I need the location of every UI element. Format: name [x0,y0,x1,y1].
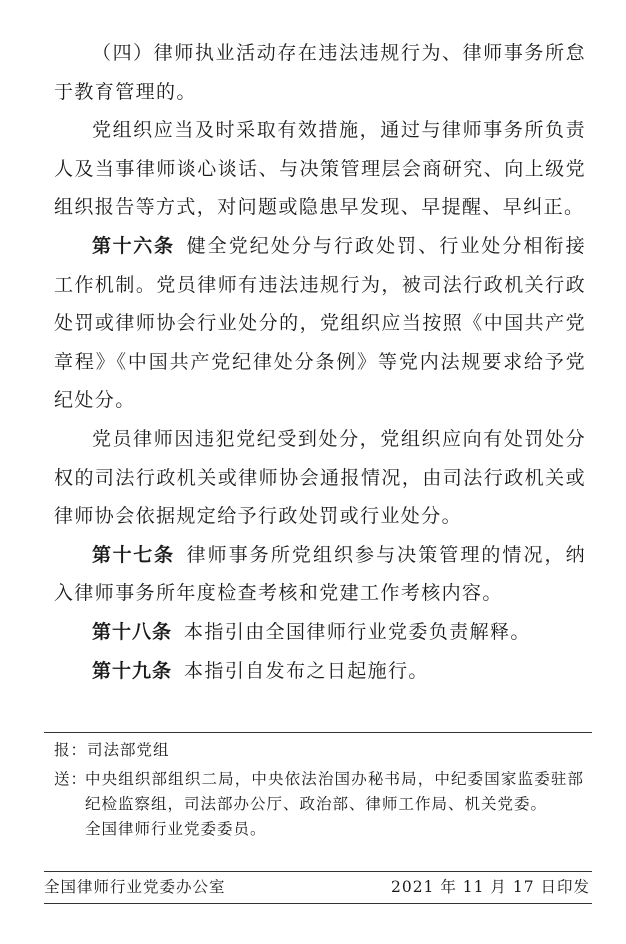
paragraph-text: 本指引由全国律师行业党委负责解释。 [184,620,531,643]
article-17 [54,536,586,613]
copy-to-label: 送： [54,770,88,788]
article-number: 第十七条 [92,543,175,566]
copy-to-recipients: 中央组织部组织二局，中央依法治国办秘书局，中纪委国家监委驻部纪检监察组，司法部办公厅、政治部、律师工作局、机关党委。 [85,770,584,813]
report-recipient: 司法部党组 [87,741,170,759]
report-line [54,738,170,762]
paragraph-text: （四）律师执业活动存在违法违规行为、律师事务所怠于教育管理的。 [54,42,586,103]
paragraph-response-measures [54,111,586,227]
paragraph-item-4 [54,34,586,111]
paragraph-text: 党组织应当及时采取有效措施，通过与律师事务所负责人及当事律师谈心谈话、与决策管理层会商研究、向上级党组织报告等方式，对问题或隐患早发现、早提醒、早纠正。 [54,119,586,219]
footer-divider-top [44,732,592,733]
copy-to-block [54,767,584,842]
issue-date: 2021 年 11 月 17 日印发 [390,878,590,896]
paragraph-text: 党员律师因违犯党纪受到处分，党组织应向有处罚处分权的司法行政机关或律师协会通报情况，由司法行政机关或律师协会依据规定给予行政处罚或行业处分。 [54,427,586,528]
paragraph-text: 律师事务所党组织参与决策管理的情况，纳入律师事务所年度检查考核和党建工作考核内容。 [54,543,586,605]
copy-to-extra: 全国律师行业党委委员。 [85,820,267,838]
article-16 [54,227,586,420]
paragraph-text: 健全党纪处分与行政处罚、行业处分相衔接工作机制。党员律师有违法违规行为，被司法行政机关行政处罚或律师协会行业处分的，党组织应当按照《中国共产党章程》《中国共产党纪律处分条例》等党内法规要求给予党纪处分。 [54,234,586,412]
article-number: 第十六条 [92,234,175,257]
article-18 [54,613,586,652]
footer-divider-bottom [44,903,592,904]
paragraph-notification [54,420,586,536]
document-body [54,34,586,690]
footer-divider-middle [44,871,592,872]
article-number: 第十九条 [92,659,173,682]
issuing-office: 全国律师行业党委办公室 [44,878,226,896]
article-number: 第十八条 [92,620,173,643]
report-label: 报： [54,741,88,759]
article-19 [54,652,586,691]
paragraph-text: 本指引自发布之日起施行。 [184,659,429,682]
